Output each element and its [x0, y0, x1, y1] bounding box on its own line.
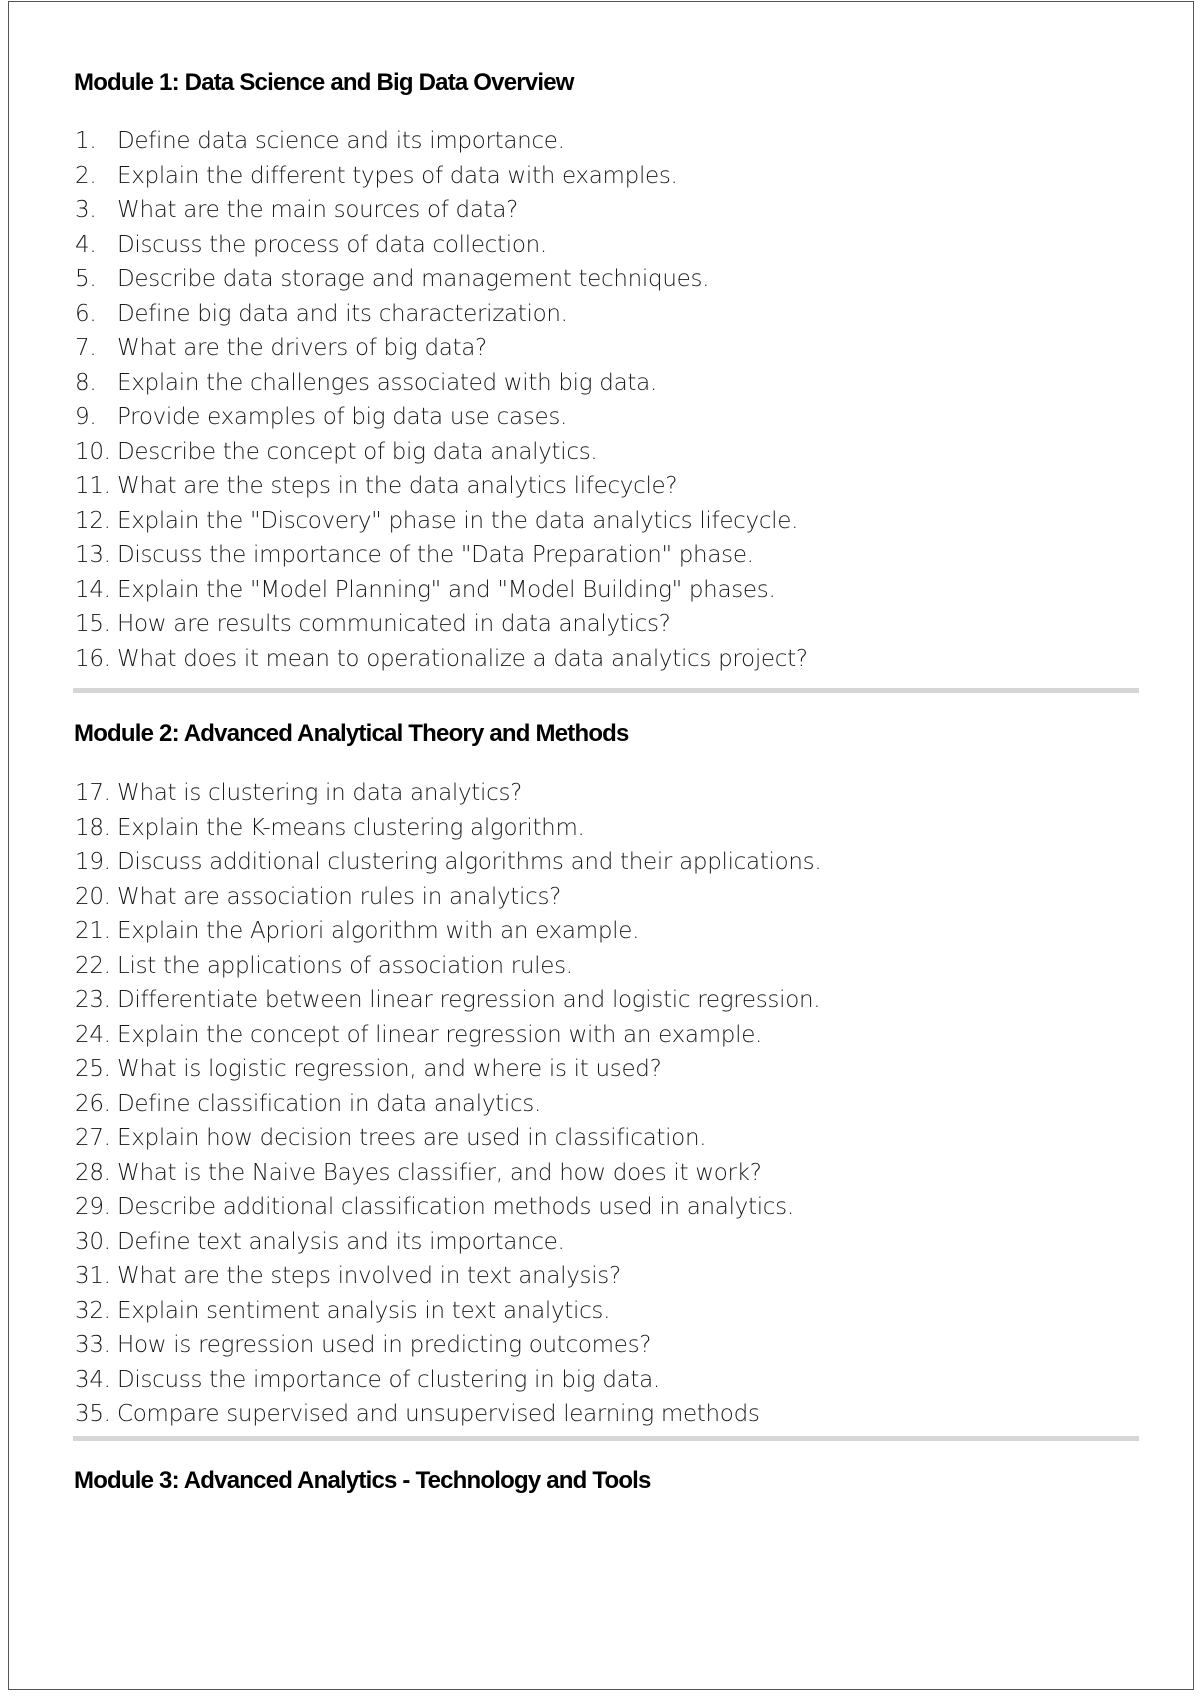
- question-number: 14.: [75, 576, 111, 603]
- question-text: Define classification in data analytics.: [117, 1090, 541, 1117]
- question-number: 22.: [75, 952, 111, 979]
- question-number: 13.: [75, 542, 111, 568]
- question-text: Discuss the importance of the "Data Preparation" phase.: [117, 542, 754, 568]
- question-text: Define text analysis and its importance.: [117, 1228, 565, 1255]
- question-item: [75, 880, 821, 915]
- question-number: 6.: [75, 300, 97, 327]
- question-text: Describe additional classification methods used in analytics.: [117, 1194, 794, 1220]
- question-number: 30.: [75, 1228, 111, 1255]
- question-item: [75, 1259, 821, 1294]
- question-item: [75, 159, 808, 194]
- question-text: How is regression used in predicting outcomes?: [117, 1332, 652, 1358]
- question-text: Explain the challenges associated with big data.: [117, 369, 657, 396]
- question-number: 16.: [75, 645, 111, 672]
- question-item: [75, 435, 808, 470]
- question-text: Discuss the process of data collection.: [117, 231, 547, 258]
- question-number: 5.: [75, 266, 97, 292]
- question-item: [75, 193, 808, 228]
- question-text: Describe data storage and management techniques.: [117, 266, 710, 292]
- question-item: [75, 538, 808, 573]
- question-text: Explain the "Discovery" phase in the data analytics lifecycle.: [117, 507, 799, 534]
- question-number: 31.: [75, 1263, 111, 1289]
- question-number: 15.: [75, 611, 111, 637]
- question-text: What are association rules in analytics?: [117, 883, 562, 910]
- question-text: Provide examples of big data use cases.: [117, 404, 568, 430]
- question-item: [75, 776, 821, 811]
- question-text: Explain how decision trees are used in classification.: [117, 1125, 707, 1151]
- question-item: [75, 1363, 821, 1398]
- question-text: What are the steps in the data analytics lifecycle?: [117, 473, 678, 499]
- question-item: [75, 1225, 821, 1260]
- question-item: [75, 845, 821, 880]
- question-item: [75, 262, 808, 297]
- question-number: 34.: [75, 1366, 111, 1393]
- question-text: Explain the different types of data with examples.: [117, 162, 678, 189]
- question-text: Define big data and its characterization.: [117, 300, 568, 327]
- question-number: 32.: [75, 1297, 111, 1324]
- question-number: 23.: [75, 987, 111, 1013]
- question-text: What is the Naive Bayes classifier, and how does it work?: [117, 1159, 762, 1186]
- question-item: [75, 366, 808, 401]
- question-number: 29.: [75, 1194, 111, 1220]
- question-item: [75, 504, 808, 539]
- question-item: [75, 1328, 821, 1363]
- question-number: 9.: [75, 404, 97, 430]
- module-3-heading: Module 3: Advanced Analytics - Technology and Tools: [74, 1467, 651, 1494]
- document-page: [8, 1, 1194, 1690]
- question-text: What is clustering in data analytics?: [117, 780, 523, 806]
- question-text: What does it mean to operationalize a data analytics project?: [117, 645, 808, 672]
- question-number: 1.: [75, 128, 97, 154]
- question-text: What are the steps involved in text analysis?: [117, 1263, 621, 1289]
- section-divider: [73, 1436, 1139, 1441]
- question-number: 2.: [75, 162, 97, 189]
- question-text: List the applications of association rules.: [117, 952, 573, 979]
- question-text: What is logistic regression, and where is it used?: [117, 1056, 662, 1082]
- question-item: [75, 400, 808, 435]
- module-1-question-list: [75, 124, 808, 676]
- question-item: [75, 297, 808, 332]
- question-text: How are results communicated in data analytics?: [117, 611, 671, 637]
- question-number: 7.: [75, 335, 97, 361]
- question-number: 10.: [75, 438, 111, 465]
- question-text: Compare supervised and unsupervised learning methods: [117, 1401, 760, 1427]
- question-item: [75, 1121, 821, 1156]
- question-item: [75, 1052, 821, 1087]
- module-2-heading: Module 2: Advanced Analytical Theory and Methods: [74, 720, 629, 747]
- question-text: Explain the "Model Planning" and "Model Building" phases.: [117, 576, 776, 603]
- module-2-question-list: [75, 776, 821, 1432]
- question-text: Explain the Apriori algorithm with an example.: [117, 918, 640, 944]
- question-item: [75, 124, 808, 159]
- question-item: [75, 1018, 821, 1053]
- question-number: 3.: [75, 197, 97, 223]
- question-text: What are the main sources of data?: [117, 197, 519, 223]
- question-item: [75, 573, 808, 608]
- question-item: [75, 1294, 821, 1329]
- question-item: [75, 331, 808, 366]
- question-text: Explain sentiment analysis in text analytics.: [117, 1297, 611, 1324]
- question-number: 33.: [75, 1332, 111, 1358]
- question-number: 12.: [75, 507, 111, 534]
- question-number: 8.: [75, 369, 97, 396]
- question-item: [75, 1156, 821, 1191]
- question-number: 11.: [75, 473, 111, 499]
- question-number: 19.: [75, 849, 111, 875]
- question-item: [75, 914, 821, 949]
- question-item: [75, 1087, 821, 1122]
- question-item: [75, 228, 808, 263]
- question-number: 25.: [75, 1056, 111, 1082]
- question-text: Differentiate between linear regression and logistic regression.: [117, 987, 821, 1013]
- question-number: 27.: [75, 1125, 111, 1151]
- question-number: 18.: [75, 814, 111, 841]
- module-1-heading: Module 1: Data Science and Big Data Overview: [74, 69, 574, 96]
- question-number: 20.: [75, 883, 111, 910]
- question-text: Explain the concept of linear regression with an example.: [117, 1021, 763, 1048]
- question-item: [75, 1190, 821, 1225]
- question-number: 35.: [75, 1401, 111, 1427]
- question-item: [75, 1397, 821, 1432]
- question-item: [75, 642, 808, 677]
- question-text: Describe the concept of big data analytics.: [117, 438, 598, 465]
- question-item: [75, 469, 808, 504]
- question-item: [75, 607, 808, 642]
- question-number: 21.: [75, 918, 111, 944]
- question-number: 26.: [75, 1090, 111, 1117]
- question-item: [75, 949, 821, 984]
- question-item: [75, 811, 821, 846]
- question-number: 17.: [75, 780, 111, 806]
- question-text: Discuss the importance of clustering in big data.: [117, 1366, 660, 1393]
- question-number: 24.: [75, 1021, 111, 1048]
- question-number: 28.: [75, 1159, 111, 1186]
- question-text: Define data science and its importance.: [117, 128, 565, 154]
- question-number: 4.: [75, 231, 97, 258]
- question-text: What are the drivers of big data?: [117, 335, 487, 361]
- question-text: Discuss additional clustering algorithms and their applications.: [117, 849, 822, 875]
- question-text: Explain the K-means clustering algorithm.: [117, 814, 585, 841]
- section-divider: [73, 688, 1139, 693]
- question-item: [75, 983, 821, 1018]
